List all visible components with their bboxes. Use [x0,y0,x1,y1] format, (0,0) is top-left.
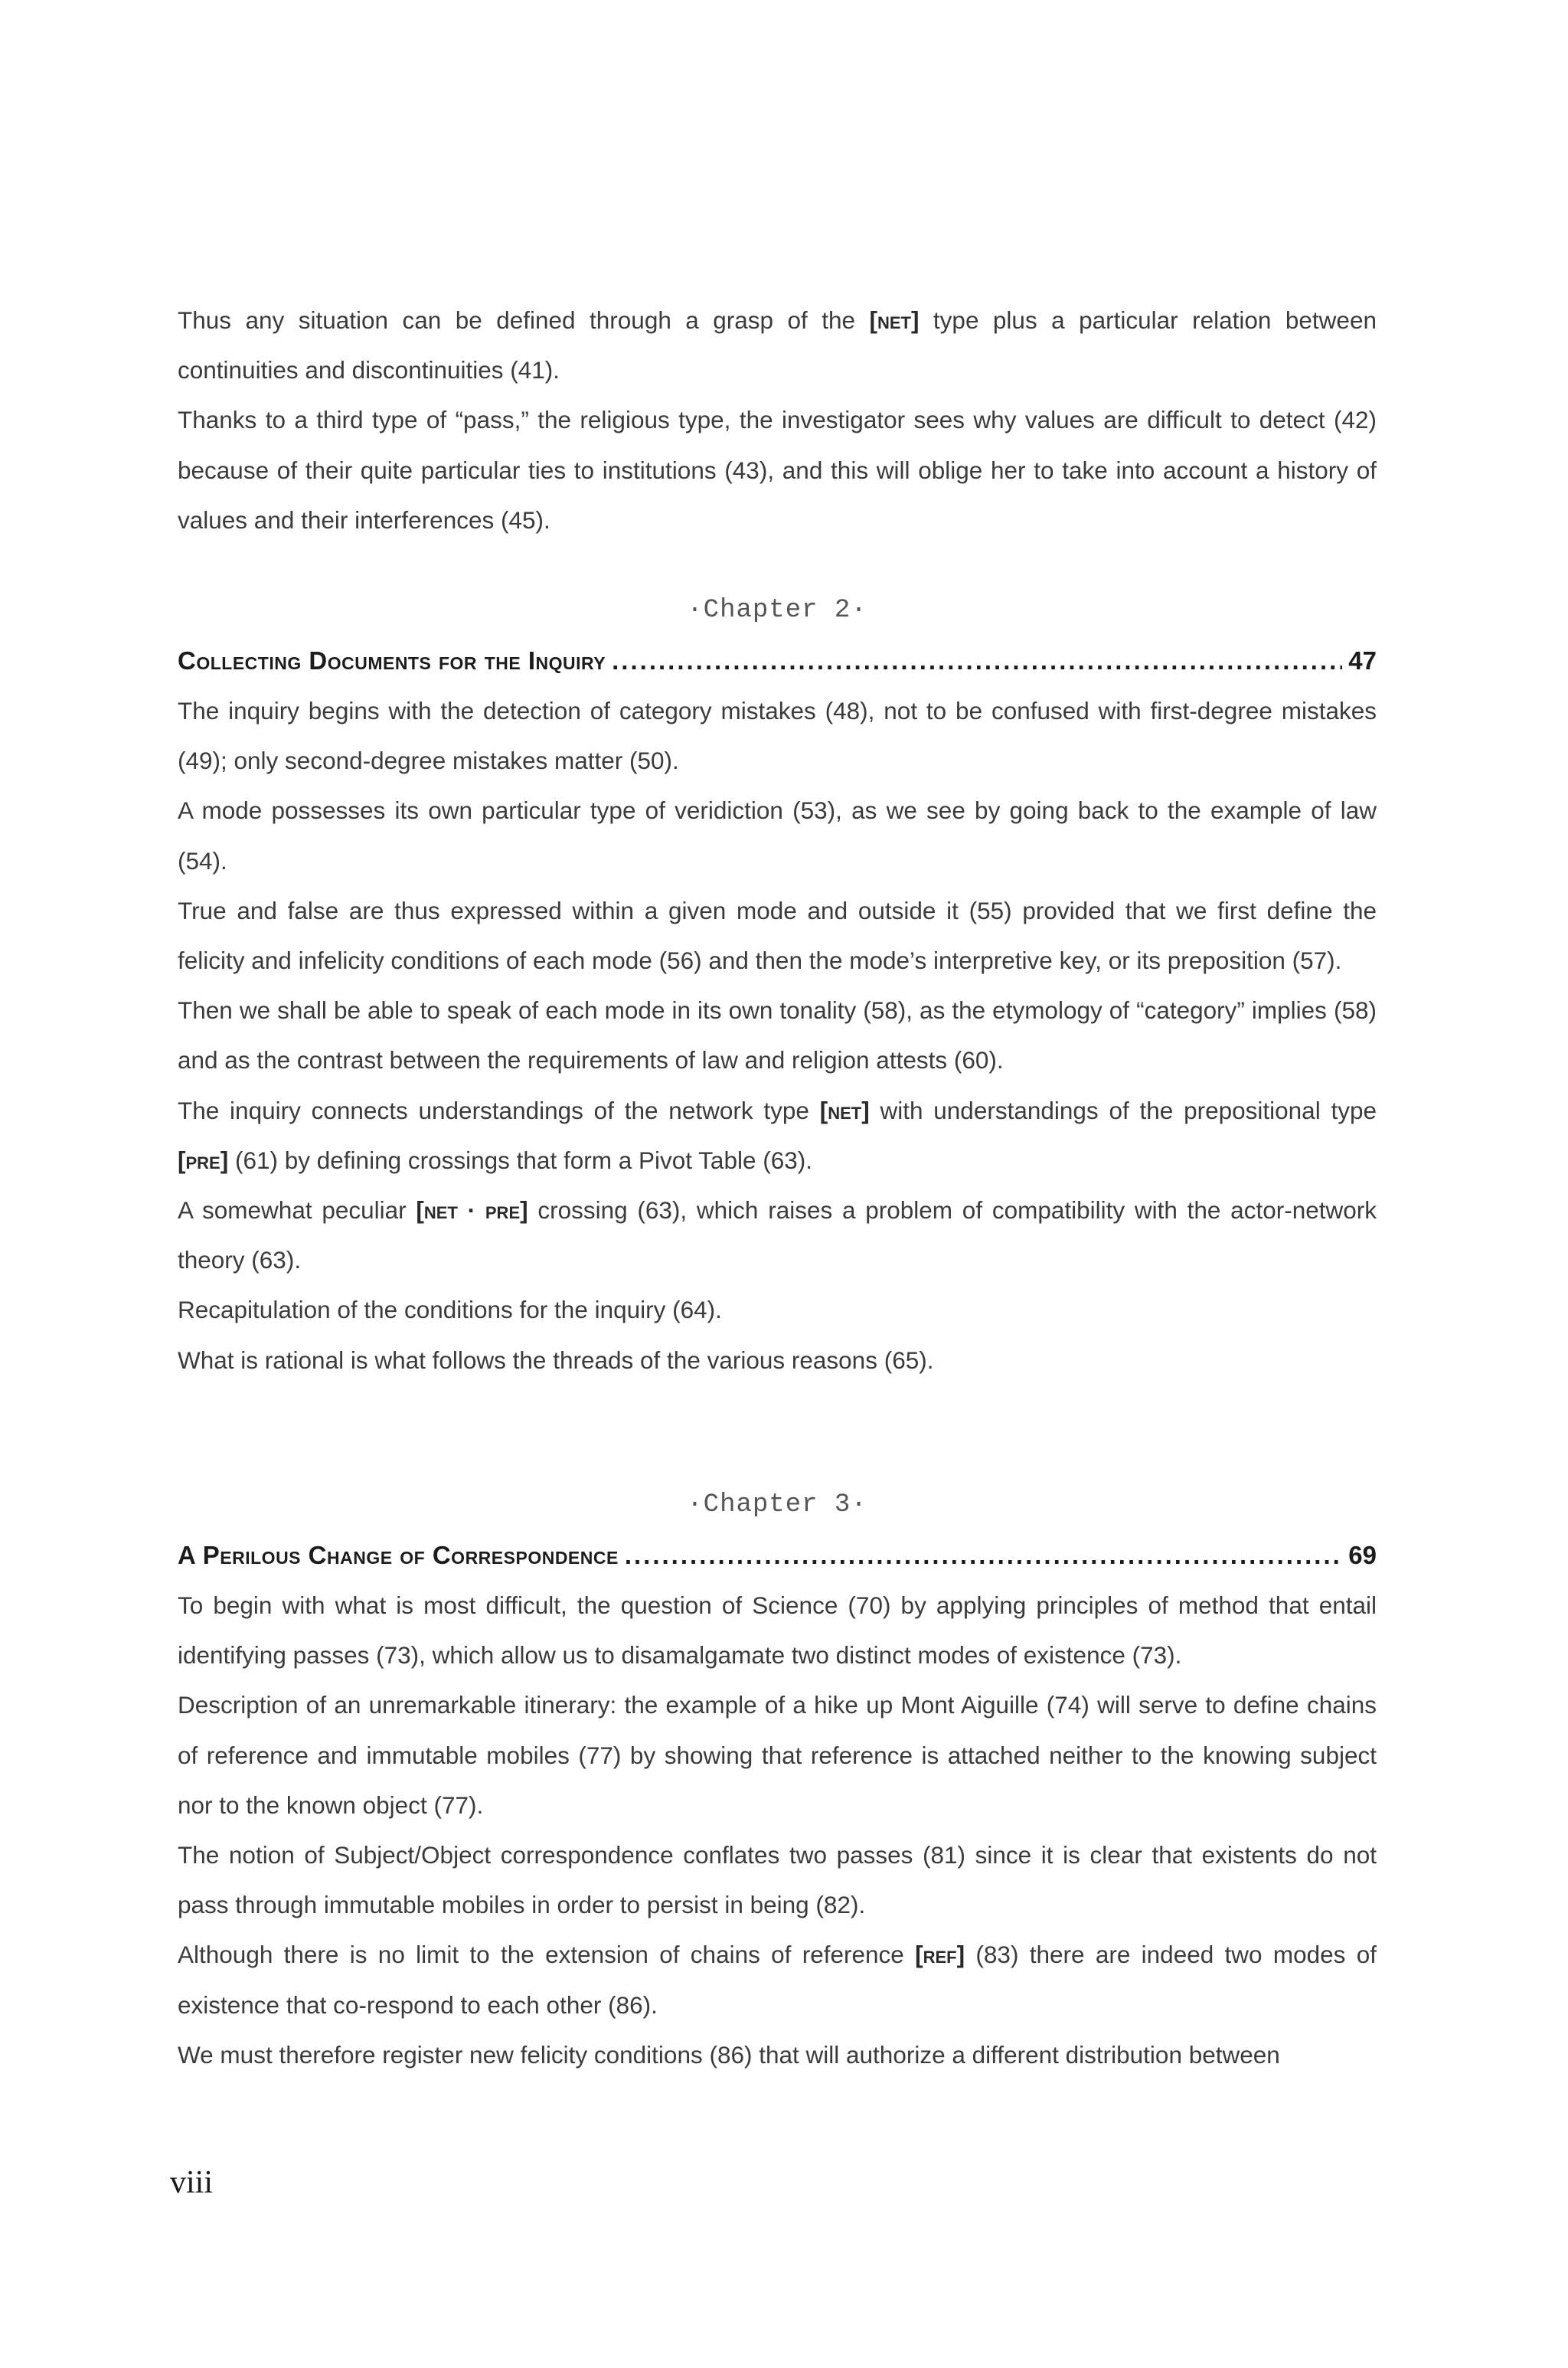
intro-text [178,296,1377,545]
paragraph: True and false are thus expressed within a given mode and outside it (55) provided that we first define the felicity and infelicity conditions of each mode (56) and then the mode’s interpretive key, or its preposition (57). [178,896,1377,975]
chapter-3-page-number: 69 [1348,1541,1377,1569]
paragraph: We must therefore register new felicity conditions (86) that will authorize a different distribution between [178,2040,1280,2069]
chapter-3-title: A Perilous Change of Correspondence [178,1541,619,1569]
page-number: viii [170,2165,214,2200]
paragraph: The inquiry begins with the detection of category mistakes (48), not to be confused with first-degree mistakes (49); only second-degree mistakes matter (50). [178,697,1377,775]
chapter-2-label: ·Chapter 2· [687,596,867,625]
net-tag: [net] [869,306,920,334]
paragraph: Thus any situation can be defined through a grasp of the [net] type plus a particular relation between continuities and discontinuities (41). [178,306,1377,384]
paragraph: Although there is no limit to the extension of chains of reference [ref] (83) there are indeed two modes of existence that co-respond to each other (86). [178,1941,1377,2019]
chapter-3-heading [178,1541,1377,1570]
ref-tag: [ref] [915,1941,965,1969]
paragraph: Recapitulation of the conditions for the inquiry (64). [178,1296,722,1324]
paragraph: To begin with what is most difficult, the question of Science (70) by applying principles of method that entail identifying passes (73), which allow us to disamalgamate two distinct modes of existence (73). [178,1591,1377,1670]
chapter-3-text [178,1581,1377,2080]
net-tag: [net] [819,1096,870,1124]
paragraph: A somewhat peculiar [net · pre] crossing (63), which raises a problem of compatibility with the actor-network theory (63). [178,1196,1377,1274]
paragraph: Thanks to a third type of “pass,” the religious type, the investigator sees why values are difficult to detect (42) because of their quite particular ties to institutions (43), and this will oblige her to take into account a history of values and their interferences (45). [178,406,1377,534]
chapter-2-heading [178,646,1377,675]
chapter-3-label: ·Chapter 3· [687,1490,867,1519]
dot-leader [612,646,1342,675]
paragraph: What is rational is what follows the threads of the various reasons (65). [178,1346,934,1374]
paragraph: A mode possesses its own particular type of veridiction (53), as we see by going back to the example of law (54). [178,796,1377,875]
net-pre-tag: [net · pre] [416,1196,528,1225]
chapter-2-title: Collecting Documents for the Inquiry [178,646,606,675]
pre-tag: [pre] [178,1146,229,1174]
paragraph: Then we shall be able to speak of each mode in its own tonality (58), as the etymology of “category” implies (58) and as the contrast between the requirements of law and religion attests (60). [178,996,1377,1074]
dot-leader [625,1541,1342,1570]
paragraph: Description of an unremarkable itinerary: the example of a hike up Mont Aiguille (74) will serve to define chains of reference and immutable mobiles (77) by showing that reference is attached neither to the knowing subject nor to the known object (77). [178,1691,1377,1819]
chapter-2-page-number: 47 [1348,646,1377,675]
chapter-2-text [178,686,1377,1385]
paragraph: The notion of Subject/Object correspondence conflates two passes (81) since it is clear that existents do not pass through immutable mobiles in order to persist in being (82). [178,1841,1377,1919]
paragraph: The inquiry connects understandings of the network type [net] with understandings of the prepositional type [pre] (61) by defining crossings that form a Pivot Table (63). [178,1096,1377,1174]
